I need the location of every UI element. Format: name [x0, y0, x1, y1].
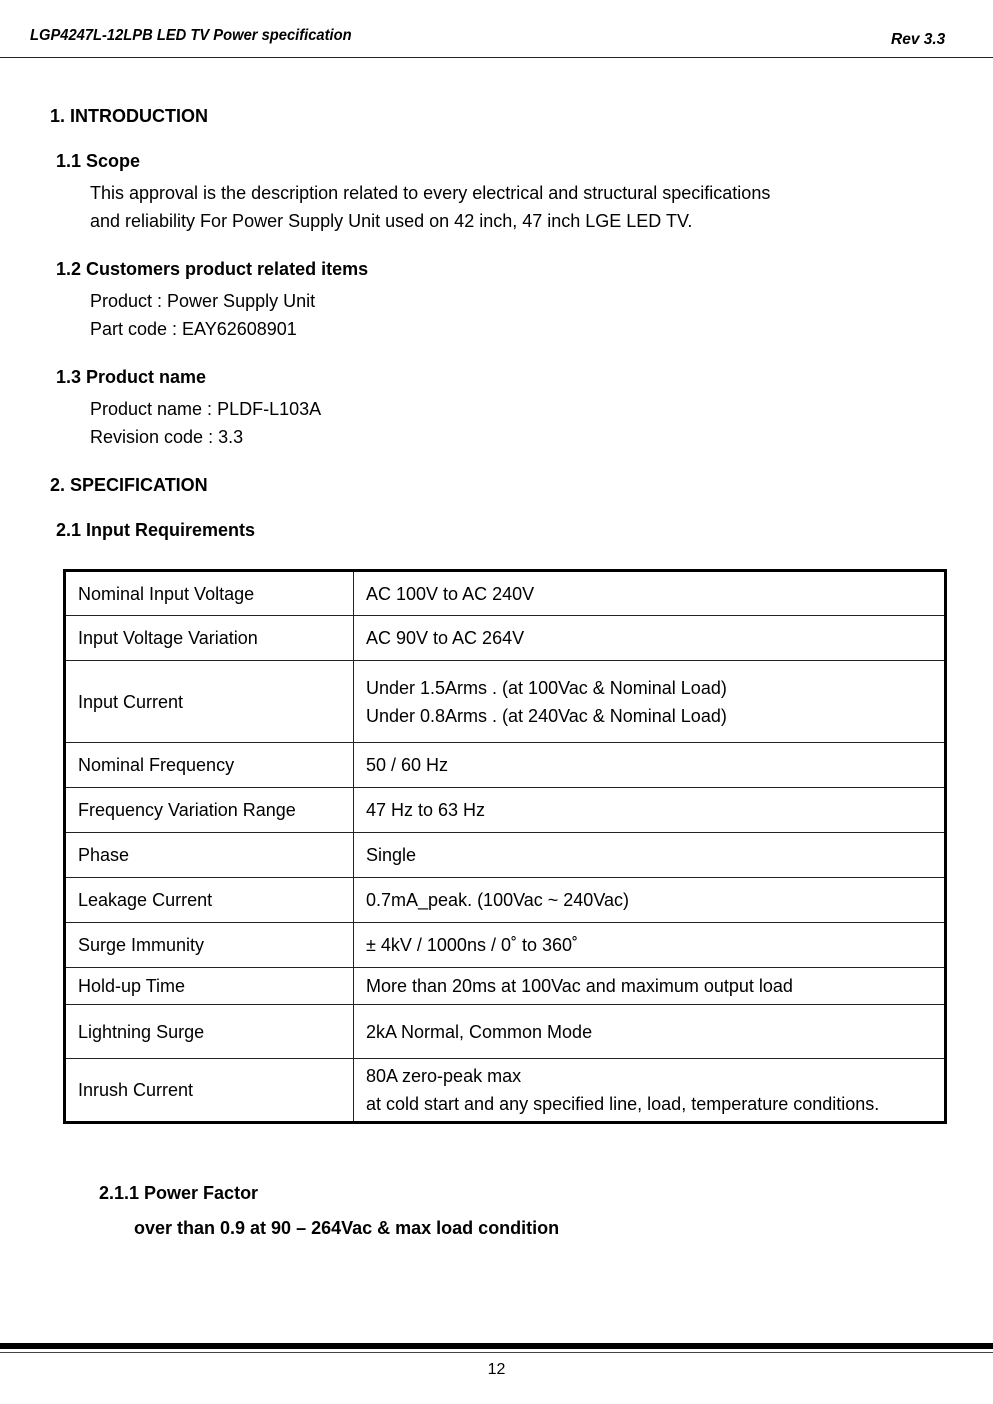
- revision-label: Rev 3.3: [891, 31, 946, 48]
- row-value: [354, 1059, 946, 1123]
- row-value: Single: [354, 833, 946, 878]
- row-label: Input Current: [65, 661, 354, 743]
- table-row: [65, 878, 946, 923]
- power-factor-text: over than 0.9 at 90 – 264Vac & max load condition: [134, 1218, 560, 1238]
- table-row: [65, 923, 946, 968]
- page-number: 12: [487, 1361, 506, 1378]
- row-value-line: at cold start and any specified line, load, temperature conditions.: [366, 1094, 880, 1114]
- row-label: Input Voltage Variation: [65, 616, 354, 661]
- row-label: Surge Immunity: [65, 923, 354, 968]
- row-value: More than 20ms at 100Vac and maximum output load: [354, 968, 946, 1005]
- row-value-line: Under 0.8Arms . (at 240Vac & Nominal Load): [366, 705, 727, 726]
- subsection-heading-customers: 1.2 Customers product related items: [56, 259, 369, 279]
- row-label: Phase: [65, 833, 354, 878]
- row-value: [354, 661, 946, 743]
- revision-code-line: Revision code : 3.3: [90, 427, 244, 447]
- row-value-line: 80A zero-peak max: [366, 1066, 522, 1086]
- table-row: [65, 1059, 946, 1123]
- row-label: Lightning Surge: [65, 1005, 354, 1059]
- table-row: [65, 833, 946, 878]
- footer-divider-thick: [0, 1343, 993, 1349]
- table-row: [65, 968, 946, 1005]
- document-title: LGP4247L-12LPB LED TV Power specification: [30, 27, 352, 44]
- subsection-heading-input-requirements: 2.1 Input Requirements: [56, 520, 256, 540]
- row-value: ± 4kV / 1000ns / 0˚ to 360˚: [354, 923, 946, 968]
- table-row: [65, 788, 946, 833]
- section-heading-specification: 2. SPECIFICATION: [50, 475, 208, 495]
- row-value: 2kA Normal, Common Mode: [354, 1005, 946, 1059]
- row-label: Hold-up Time: [65, 968, 354, 1005]
- row-value: 50 / 60 Hz: [354, 743, 946, 788]
- table-row: [65, 1005, 946, 1059]
- row-label: Inrush Current: [65, 1059, 354, 1123]
- subsection-heading-scope: 1.1 Scope: [56, 151, 141, 171]
- footer-divider-thin: [0, 1352, 993, 1353]
- part-code-line: Part code : EAY62608901: [90, 319, 297, 339]
- row-value: 0.7mA_peak. (100Vac ~ 240Vac): [354, 878, 946, 923]
- subsection-heading-power-factor: 2.1.1 Power Factor: [99, 1183, 259, 1203]
- table-row: [65, 571, 946, 616]
- row-label: Nominal Input Voltage: [65, 571, 354, 616]
- table-row: [65, 616, 946, 661]
- scope-line-2: and reliability For Power Supply Unit used on 42 inch, 47 inch LGE LED TV.: [90, 211, 693, 231]
- input-requirements-table: [63, 569, 947, 1124]
- row-value: AC 90V to AC 264V: [354, 616, 946, 661]
- product-name-line: Product name : PLDF-L103A: [90, 399, 322, 419]
- table-row: [65, 661, 946, 743]
- row-value-line: Under 1.5Arms . (at 100Vac & Nominal Load): [366, 677, 727, 698]
- table-row: [65, 743, 946, 788]
- header-divider: [0, 57, 993, 58]
- row-value: AC 100V to AC 240V: [354, 571, 946, 616]
- row-label: Nominal Frequency: [65, 743, 354, 788]
- row-label: Frequency Variation Range: [65, 788, 354, 833]
- product-line: Product : Power Supply Unit: [90, 291, 316, 311]
- scope-line-1: This approval is the description related to every electrical and structural specifications: [90, 183, 771, 203]
- section-heading-introduction: 1. INTRODUCTION: [50, 106, 209, 126]
- row-label: Leakage Current: [65, 878, 354, 923]
- subsection-heading-product-name: 1.3 Product name: [56, 367, 207, 387]
- row-value: 47 Hz to 63 Hz: [354, 788, 946, 833]
